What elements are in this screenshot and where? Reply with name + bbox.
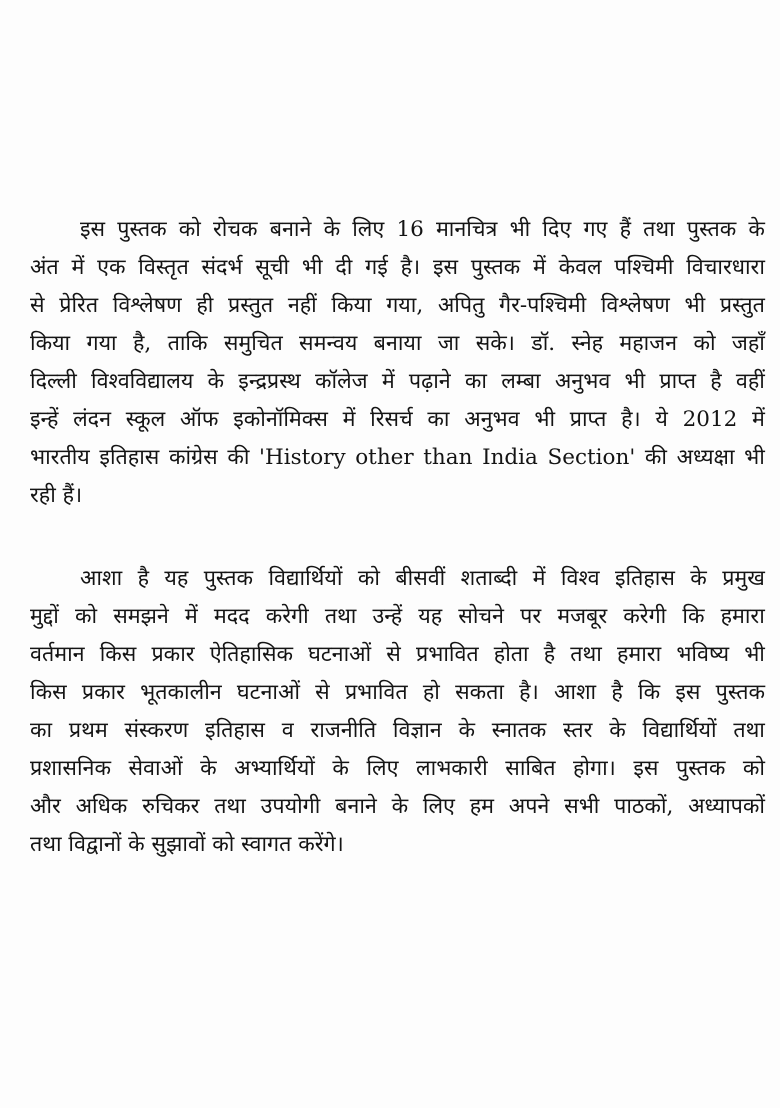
word: स्तर — [563, 718, 593, 743]
word: इतिहास — [99, 445, 160, 470]
word: आशा — [553, 680, 597, 705]
word: व — [281, 718, 294, 743]
word: पुस्तक — [686, 217, 737, 242]
word: है। — [400, 255, 421, 280]
word: समन्वय — [299, 331, 358, 356]
word: मदद — [213, 604, 250, 629]
word: बनाया — [373, 331, 422, 356]
word: का — [427, 407, 450, 432]
word: इकोनॉमिक्स — [233, 407, 328, 432]
word: कॉलेज — [315, 369, 368, 394]
paragraph-2-line-7 — [30, 789, 765, 825]
word: बनाने — [335, 794, 377, 819]
paragraph-2-line-8: तथा विद्वानों के सुझावों को स्वागत करेंगे। — [30, 832, 344, 857]
word: से — [315, 680, 330, 705]
word: हमारा — [616, 642, 662, 667]
word: पर — [520, 604, 542, 629]
word: गैर-पश्चिमी — [499, 293, 587, 318]
word: विश्व — [560, 566, 600, 591]
word: साबित — [505, 756, 556, 781]
word: ये — [655, 407, 668, 432]
word: हम — [469, 794, 495, 819]
word: में — [532, 566, 546, 591]
word: भी — [301, 255, 323, 280]
word: शताब्दी — [460, 566, 518, 591]
word: वर्तमान — [30, 642, 85, 667]
paragraph-1-line-2 — [30, 250, 765, 286]
word: तथा — [324, 604, 357, 629]
word: इतिहास — [205, 718, 265, 743]
word: इन्द्रप्रस्थ — [238, 369, 301, 394]
word: वहीं — [735, 369, 765, 394]
word: मानचित्र — [435, 217, 498, 242]
word: किस — [30, 680, 67, 705]
word: किस — [99, 642, 137, 667]
word: पुस्तक — [715, 680, 765, 705]
word: नहीं — [287, 293, 317, 318]
word: के — [458, 718, 475, 743]
word: भी — [684, 293, 706, 318]
word: दिए — [542, 217, 572, 242]
word: डॉ. — [531, 331, 556, 356]
word: आशा — [80, 566, 123, 591]
word: other — [355, 445, 414, 470]
word: 'History — [259, 445, 346, 470]
word: अनुभव — [554, 369, 611, 394]
word: गया — [86, 331, 117, 356]
word: पढ़ाने — [408, 369, 451, 394]
word: संदर्भ — [201, 255, 243, 280]
word: यह — [418, 604, 443, 629]
word: का — [464, 369, 488, 394]
word: को — [742, 756, 765, 781]
word: संस्करण — [124, 718, 189, 743]
word: ही — [196, 293, 214, 318]
paragraph-2-line-1 — [80, 561, 765, 597]
word: सकता — [455, 680, 504, 705]
word: दिल्ली — [30, 369, 77, 394]
word: विश्लेषण — [600, 293, 670, 318]
word: इन्हें — [30, 407, 59, 432]
word: गई — [365, 255, 388, 280]
word: दी — [335, 255, 353, 280]
word: और — [30, 794, 61, 819]
word: लंदन — [73, 407, 112, 432]
word: कि — [638, 680, 661, 705]
word: राजनीति — [310, 718, 377, 743]
word: India — [482, 445, 538, 470]
word: विज्ञान — [392, 718, 442, 743]
word: भविष्य — [676, 642, 730, 667]
word: प्रस्तुत — [719, 293, 765, 318]
word: हमारा — [720, 604, 765, 629]
word: सूची — [255, 255, 290, 280]
word: घटनाओं — [236, 680, 300, 705]
word: है — [611, 680, 623, 705]
word: में — [381, 369, 395, 394]
word: तथा — [214, 794, 246, 819]
word: प्राप्त — [659, 369, 697, 394]
word: में — [71, 255, 85, 280]
word: विस्तृत — [138, 255, 189, 280]
word: में — [342, 407, 356, 432]
word: लिए — [422, 794, 455, 819]
word: प्रमुख — [722, 566, 765, 591]
word: में — [752, 407, 765, 432]
word: करेगी — [623, 604, 667, 629]
word: विश्वविद्यालय — [91, 369, 194, 394]
word: में — [532, 255, 546, 280]
word: कि — [682, 604, 705, 629]
word: प्रभावित — [415, 642, 479, 667]
paragraph-1-line-8: रही हैं। — [30, 483, 83, 508]
word: विद्यार्थियों — [642, 718, 717, 743]
word: कांग्रेस — [168, 445, 218, 470]
paragraph-2-line-4 — [30, 675, 765, 711]
word: के — [690, 566, 707, 591]
word: अपने — [508, 794, 550, 819]
word: अंत — [30, 255, 59, 280]
word: पुस्तक — [203, 566, 254, 591]
word: than — [423, 445, 473, 470]
word: रिसर्च — [370, 407, 413, 432]
word: Section' — [547, 445, 636, 470]
word: करेगी — [265, 604, 309, 629]
word: तथा — [733, 718, 765, 743]
word: अध्यक्षा — [676, 445, 735, 470]
word: है — [137, 566, 149, 591]
word: से — [30, 293, 45, 318]
word: उपयोगी — [260, 794, 321, 819]
word: सेवाओं — [128, 756, 183, 781]
word: सभी — [564, 794, 600, 819]
word: के — [207, 369, 225, 394]
word: यह — [164, 566, 189, 591]
word: किया — [331, 293, 372, 318]
paragraph-2-line-3 — [30, 637, 765, 673]
word: का — [30, 718, 53, 743]
word: अधिक — [75, 794, 128, 819]
word: के — [332, 756, 349, 781]
word: महाजन — [619, 331, 678, 356]
word: में — [184, 604, 198, 629]
word: सके। — [475, 331, 515, 356]
word: बीसवीं — [395, 566, 446, 591]
word: पश्चिमी — [614, 255, 674, 280]
word: ताकि — [167, 331, 208, 356]
paragraph-1-line-4 — [30, 326, 765, 362]
word: हैं — [619, 217, 632, 242]
word: मुद्दों — [30, 604, 59, 629]
word: गया, — [386, 293, 424, 318]
word: है। — [519, 680, 539, 705]
word: प्रभावित — [344, 680, 408, 705]
word: प्राप्त — [569, 407, 607, 432]
word: के — [609, 718, 626, 743]
word: मजबूर — [557, 604, 608, 629]
paragraph-2-line-5 — [30, 713, 765, 749]
paragraph-1-line-7 — [30, 440, 765, 476]
word: के — [323, 217, 341, 242]
word: अध्यापकों — [688, 794, 765, 819]
word: केवल — [558, 255, 602, 280]
word: लिए — [366, 756, 399, 781]
word: लिए — [352, 217, 385, 242]
word: है — [543, 642, 556, 667]
word: उन्हें — [372, 604, 403, 629]
word: विश्लेषण — [112, 293, 182, 318]
word: है — [710, 369, 722, 394]
word: भी — [534, 407, 556, 432]
word: भी — [624, 369, 646, 394]
word: पाठकों, — [614, 794, 674, 819]
word: भारतीय — [30, 445, 90, 470]
word: इतिहास — [614, 566, 675, 591]
word: हो — [422, 680, 440, 705]
word: घटनाओं — [308, 642, 372, 667]
word: 16 — [396, 217, 424, 242]
word: भी — [509, 217, 531, 242]
word: एक — [97, 255, 126, 280]
word: स्नातक — [491, 718, 547, 743]
word: की — [644, 445, 667, 470]
word: लम्बा — [501, 369, 541, 394]
paragraph-1-line-6 — [30, 402, 765, 438]
paragraph-1-line-3 — [30, 288, 765, 324]
word: इस — [675, 680, 701, 705]
word: ऐतिहासिक — [209, 642, 294, 667]
word: लाभकारी — [416, 756, 488, 781]
word: गए — [583, 217, 608, 242]
word: अपितु — [437, 293, 485, 318]
word: इस — [633, 756, 659, 781]
word: रोचक — [213, 217, 258, 242]
word: प्रस्तुत — [228, 293, 274, 318]
word: बनाने — [269, 217, 312, 242]
word: अनुभव — [464, 407, 520, 432]
word: इस — [432, 255, 459, 280]
word: प्रथम — [68, 718, 108, 743]
word: इस — [80, 217, 106, 242]
word: पुस्तक — [470, 255, 521, 280]
word: से — [386, 642, 401, 667]
word: को — [74, 604, 98, 629]
word: विद्यार्थियों — [268, 566, 343, 591]
word: तथा — [570, 642, 602, 667]
paragraph-1-line-5 — [30, 364, 765, 400]
paragraph-2-line-2 — [30, 599, 765, 635]
word: है। — [621, 407, 641, 432]
word: के — [391, 794, 409, 819]
word: प्रकार — [151, 642, 195, 667]
word: होगा। — [573, 756, 616, 781]
word: समझने — [113, 604, 169, 629]
word: विचारधारा — [686, 255, 765, 280]
word: को — [357, 566, 380, 591]
word: भूतकालीन — [140, 680, 222, 705]
word: रुचिकर — [142, 794, 200, 819]
word: की — [227, 445, 250, 470]
word: समुचित — [223, 331, 283, 356]
word: पुस्तक — [675, 756, 726, 781]
word: किया — [30, 331, 71, 356]
word: तथा — [643, 217, 675, 242]
word: सोचने — [458, 604, 504, 629]
paragraph-1-line-1 — [80, 212, 765, 248]
word: जा — [437, 331, 460, 356]
word: प्रेरित — [59, 293, 99, 318]
word: अभ्यार्थियों — [234, 756, 315, 781]
word: स्नेह — [571, 331, 604, 356]
word: जहाँ — [731, 331, 765, 356]
word: के — [200, 756, 217, 781]
word: को — [693, 331, 716, 356]
word: 2012 — [682, 407, 738, 432]
paragraph-2-line-6 — [30, 751, 765, 787]
word: पुस्तक — [117, 217, 167, 242]
word: भी — [744, 445, 765, 470]
word: के — [748, 217, 765, 242]
word: को — [178, 217, 201, 242]
word: प्रशासनिक — [30, 756, 111, 781]
word: प्रकार — [81, 680, 125, 705]
word: स्कूल — [125, 407, 166, 432]
word: ऑफ — [179, 407, 219, 432]
word: भी — [744, 642, 765, 667]
word: है, — [132, 331, 152, 356]
word: होता — [493, 642, 529, 667]
